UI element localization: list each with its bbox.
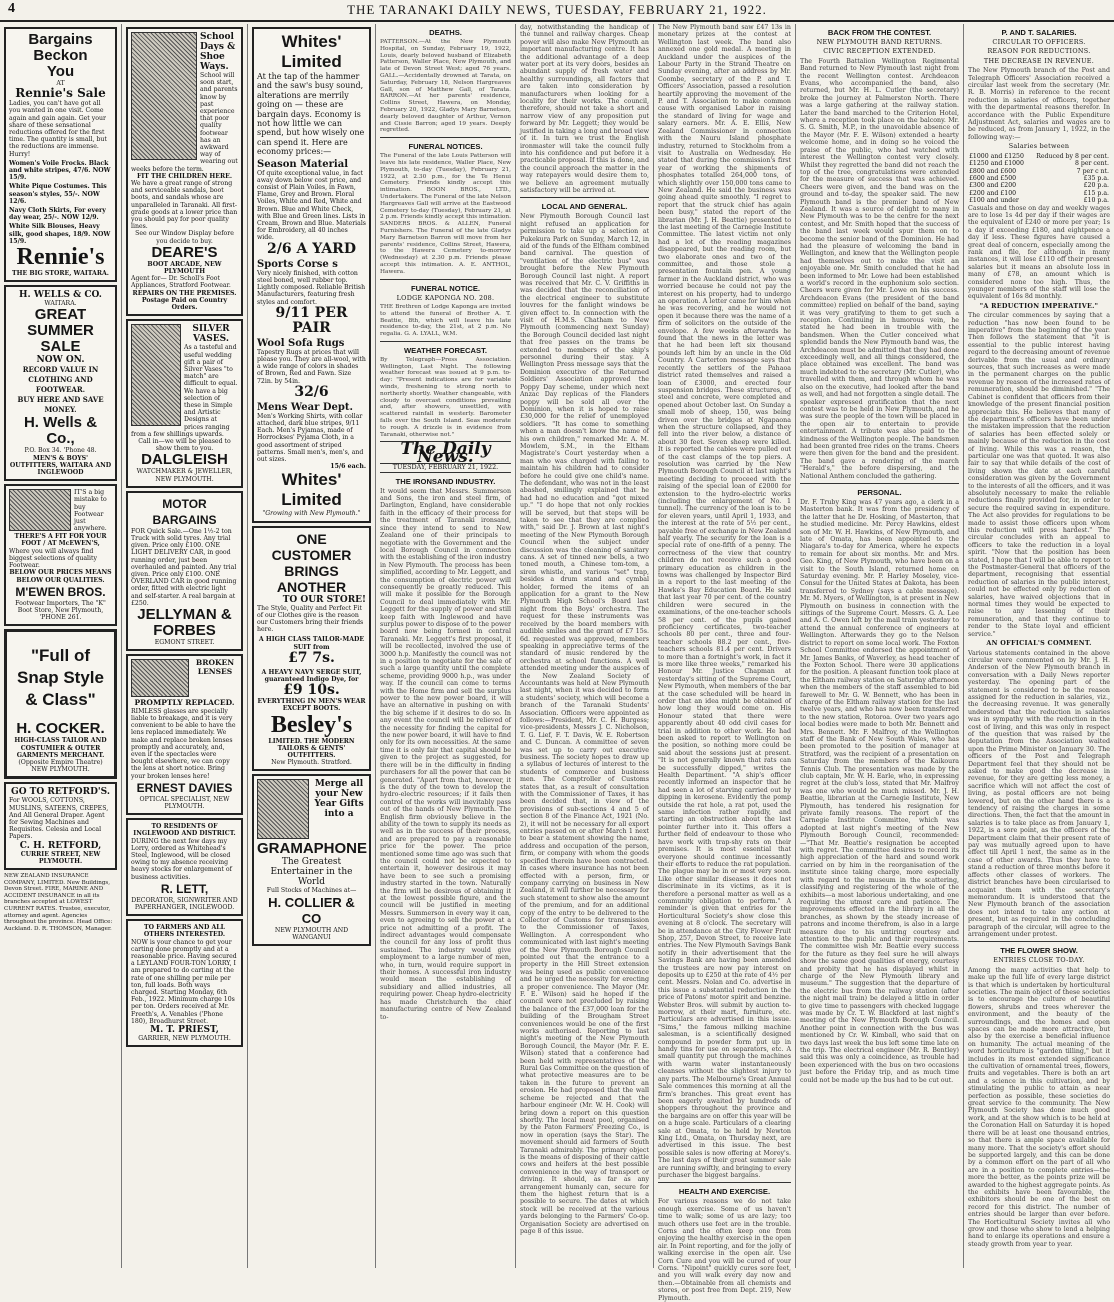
comment-text: Various statements contained in the above circular were commented on by Mr. J. H. Anderson of the New Plymouth branch in conversation with a Daily News reporter yesterday. The opening part of the statement is considered to be the reason assigned for the reduction in salaries, viz., the decreasing revenue. It was generally understood that the reduction in salaries was in sympathy with the reduction in the cost of living, and this was only in respect of the question that was raised by the deputation from the Association waited upon the Prime Minister on January 30. The officers of the Post and Telegraph Department feel that they should not be asked to make good the decrease in revenue, for they are getting less money, a sacrifice which will not affect the cost of living, as postal officers are not being lowered, but on the other hand there is a tendency of raising the charges in some directions. Then, the fact that the amount in salaries is to take place as from January 1, 1922, is a sore point, as the officers of the Department claim that their present rate of pay was mutually agreed upon to have effect till April 1 next, the same as in the case of other awards. Thus they have to stand a reduction of three months before it affects other classes of workers. The district branches have been circularised to acquaint them with the secretary's memorandum. It is understood that the New Plymouth branch of the association does not intend to take any action at present, but as required in the concluding paragraph of the circular, will agree to the arrangement under protest. (968, 649, 1110, 938)
divider (520, 197, 649, 198)
retford-items: For WOOLS, COTTONS, MUSLINS, SATEENS, CREPES, And All General Draper. Agent for Sewing Machines and Requisites. Celesia and Local Papers. (9, 797, 109, 841)
health-text: For various reasons we do not take enough exercise. Some of us haven't time to walk; some of us are lazy; too much others use feet are in the trouble. Corns and the often keep one from enjoying the healthy exercise in the open air. In Point reporting, and for the jolly of walking exercise in the open air. Use Corn Cure and you will be cured of your Corns. "Nipoint" quickly cures sore feet, and you will walk every day now and then.—Obtainable from all chemists and stores, or post free from Dept. 219, New Plymouth. (658, 1198, 791, 1302)
rennie-ad (4, 27, 117, 282)
collier-top: Merge all your New Year Gifts into a (314, 779, 364, 820)
davies-text: RIMLESS glasses are specially liable to breakage, and it is very convenient to be able to have the lens replaced immediately. We make and replace broken lenses promptly and accurately, and, even if the spectacles were bought elsewhere, we can copy the lens at short notice. Bring your broken lenses here! (131, 707, 236, 780)
imperative-text: The circular commences by saying that a reduction "has now been found to be imperative" from the beginning of the year. Then follows the statement that "it is essential to the public interest having regard to the decreasing amount of revenue derivable from the usual and ordinary sources, that such increases as were made in the permanent charges on the public revenue by reason of the increased rates of remuneration, should be diminished." "The Cabinet is confident that officers from their knowledge of the present financial position appreciate this. He believes that many of the department's officers have been under the mistaken impression that the reduction of salaries has been effected solely or mainly because of the reduction in the cost of living. While this was a reason, the particular one was that quoted. It was also fair to say that while details of the cost of living shown the date at each careful consideration was given by the Government to the interests of all the officers, and it was absolutely necessary to make the reliable reductions finally provided for, in order to secure the required saving in expenditure. The Act also provides for regulations to be made to assist those officers upon whom this reduction will press hardest." The circular concludes with an appeal to officers to take the reduction in a loyal spirit. "Now that the position has been stated, I hope that I will be able to report to the Postmaster-General that officers of the department, recognising that essential reduction of salaries in the public interest, could not be effected only by reduction of salaries, have waived objections that in normal times they would be expected to raise to any lessening of their remuneration, and that they continue to render to the State loyal and efficient service." (968, 312, 1110, 638)
mcewen-where: Where you will always find biggest selections of quality Footwear. (9, 547, 97, 570)
hwells-buy: BUY HERE AND SAVE MONEY. (17, 395, 104, 415)
personal-text: Dr. F. Truby King was 47 years ago, a clerk in a Masterton bank. It was from the presidency of the latter that he Dr. Hosking, of Masterton, that he studied medicine. Mr. Percy Hawkins, eldest son of Mr. W. H. Hawkins, of New Plymouth, and late of Omata, has been appointed to the Niagara's to-day for America, where he expects to remain for about six months. Mr. and Mrs. Geo. King, of New Plymouth, who have been on a visit to the South Island, returned home on Saturday evening. Mr. P. Harley Moseley, vice-Consul for the United States at Dakota, has been transferred to Sydney (says a cable message). Mr. M. Myers, of Wellington, is at present in New Plymouth on business in connection with the sittings of the Supreme Court. Messrs. G. A. Lee and A. C. Owen left by the mail train yesterday to attend the annual conference of engineers at Wellington. Afterwards they go to the Nelson district to report on some local work. The Foxton School Committee endorsed the appointment of Mr. James Banks, of Waverley, as head teacher of the Foxton School. There were 30 applications for the position. A pleasant function took place at the Eltham railway station on Saturday afternoon when the members of the staff assembled to bid farewell to Mr. G. W. Bennett, who has been in charge of the Eltham railway station for the last twelve years, and who has now been transferred to the new station, Rotoroa. Over two years ago local bodies were made to both Mr. Bennett and Mrs. Bennett. Mr. F. Malfroy, of the Wellington staff of the Bank of New South Wales, who has been promoted to the position of manager at Stratford, was the recipient of a presentation on Saturday from the members of the Kaikoura Tennis Club. The presentation was made by the club captain, Mr. W. H. Earle, who, in expressing regret at the club's loss, stated that Mr. Malfroy was one who would be much missed. Mr. J. H. Beattie, librarian at the Carnegie Institute, New Plymouth, has tendered his resignation for private family reasons. The report of the Carnegie Institute Committee, which was adopted at last night's meeting of the New Plymouth Borough Council, recommended:—"That Mr. Beattie's resignation be accepted with regret. The committee desires to record its high appreciation of the hard and sound work carried on by him in the reorganisation of the institute since taking charge, more especially with regard to the museum in the scattering, classifying and registering of the whole of the exhibits—a most laborious undertaking, and one requiring the utmost care and patience. The improvements effected in the library in all the branches, as shown by the steady increase of patrons and income therefrom, is also in a large measure due to his untiring courtesy and attention to the public and their requirements. The committee wish Mr. Beattie every success for the future as they feel sure he will always show the same good qualities of energy, courtesy and probity that he has displayed whilst in charge of the New Plymouth library and museum." The suggestion that the departure of the electric bus from the railway station (after the night mail train) be delayed a little in order to give time to passengers with checked luggage was made by Cr. T. W. Blackford at last night's meeting of the New Plymouth Borough Council. Another point in connection with the bus was mentioned by Cr. W. Kimball, who said that on two days last week the bus left some time late on the trip. The electrical engineer (Mr. R. Bentley) said this was only a coincidence, as trouble had been experienced with the bus on two occasions just before the Friday trip, and as much time could not be made up the bus had to be cut out. (800, 498, 959, 1084)
editorial-date: TUESDAY, FEBRUARY 21, 1922. (380, 463, 511, 472)
deaths-text: PATTERSON.—At the New Plymouth Hospital, on Sunday, February 19, 1922, Louis, dearly beloved husband of Elizabeth Patterson, Waller Place, New Plymouth, and late of Devon Street West; aged 76 years. GALL.—Accidentally drowned at Tarata, on Saturday, February 18, Nelson Hargreaves Gall, son of Matthew Gall, of Tarata. BARRON.—At her parents' residence, Collins Street, Hawera, on Monday, February 20, 1922, Gladys Mary Barnetson, dearly beloved daughter of Arthur, Vernon and Cissie Barron; aged 19 years. Deeply regretted. (380, 39, 511, 134)
dalgleish-call: Call in—we will be pleased to show them to you. (138, 437, 231, 453)
column-7 (796, 24, 964, 1268)
comment-heading: AN OFFICIAL'S COMMENT. (986, 639, 1092, 648)
mcewen-ad (4, 484, 117, 626)
collier-sub: The Greatest Entertainer in the World (270, 857, 353, 888)
deare-agent: Agent for— Dr. Scholl's Foot Appliances, Stratford Footwear. (131, 275, 231, 290)
hwells-sale: GREAT SUMMER SALE (27, 306, 94, 356)
pt-text-2: Casuals and those on day and weekly wages are to lose 1s 4d per day if their wages are the equivalent of £240 or more per year; 1s a day if exceeding £180, and eightpence a day if less. These figures have caused a great deal of concern, especially among the rank and file, for although in many instances, it will lose £110 off their present salaries but it means an absolute loss in many of £78, an amount which is considered none too high. Thus, the younger members of the staff will lose the equivalent of 16s 8d monthly. (968, 204, 1110, 301)
rate-band: £800 and £600 (969, 167, 1017, 175)
band-subheading-2: CIVIC RECEPTION EXTENDED. (823, 47, 936, 56)
column-6 (654, 24, 796, 1302)
collier-gramophone: GRAMAPHONE (257, 840, 368, 858)
hwells-town: WAITARA. (44, 300, 77, 308)
divider (380, 137, 511, 138)
flower-subheading: ENTRIES CLOSE TO-DAY. (993, 956, 1085, 965)
mcewen-text: IT'S a big mistake to buy Footwear just anywhere. (74, 489, 107, 533)
lett-name: R. LETT, (160, 881, 209, 896)
besley-to: TO OUR STORE! (282, 594, 366, 605)
whites-ad (252, 27, 371, 523)
divider (968, 941, 1110, 942)
dalgleish-ad (126, 319, 243, 487)
dalgleish-sub: WATCHMAKER & JEWELLER, NEW PLYMOUTH. (136, 468, 233, 483)
local-text: New Plymouth Borough Council last night refused an application for permission to take up a selection at Pukekura Park on Sunday, March 12, in aid of the funds of the Eltham combined band carnival. The question of "ventilation of the electric bus" was brought before the New Plymouth Borough Council last night. A report was received that Mr. C. V. Griffiths in was decided that the reconciliation of the electrical engineer to substitute louvres for the fanlight windows be given effect to. In connection with the visit of H.M.S. Chatham to New Plymouth (commencing next Sunday) the Borough Council decided last night that free passes on the trams be extended to members of the ship's personnel during their stay. A Wellington Press message says that the Dominion executive of the Returned Soldiers' Association approved the Poppy Day scheme, under which next Anzac Day replicas of the Flanders poppy will be sold all over the Dominion, when it is hoped to raise £30,000 for the relief of unemployed soldiers. "It has come to something when a man doesn't know the name of his own children," remarked Mr. A. M. Mowlem, S.M., in the Eltham Magistrate's Court yesterday when a man who was charged with failing to maintain his children had to consider before he could give one child's name. The defendant, who was not in the least abashed, smilingly explained that he had had no education and "got mixed up." "I do hope that not only rockies will be served, but that steps will be taken to see that they are complied with," said Dr. J. Brown at last night's meeting of the New Plymouth Borough Council when the subject under discussion was the cleaning of sanitary cans. A set of tinned new bells, a two toned mouth, a Chinese tom-tom, a siren whistle, and various "set" trap, besides a drum stand and cymbal holder, formed the items of an application for a grant to the New Plymouth High School's Board last night from the Boys' orchestra. The request for these instruments was received by the board members with audible smiles and the grant of £7 15s. 6d. requested was approved, members speaking in appreciative terms of the standard of music rendered by the orchestra at school functions. A well attended meeting under the auspices of the New Zealand Society of Accountants was held at New Plymouth last night, when it was decided to form a students' society, which will become a branch of the Taranaki Students' Association. Officers were appointed as follows:—President, Mr. C. H. Burgess; vice-presidents, Messrs J. C. Nicholson, T. G. Lief, F. T. Davis, W. E. Robertson and C. Duncan. A committee of seven was set up to carry out executive business. The society hopes to draw up a syllabus of lectures of interest to the students of commerce and business men. The Comptroller of Customs states that, as a result of consultation with the Commissioner of Taxes, it has been decided that, in view of the provisions of sub-sections 4 and 5 of section 8 of the Finance Act, 1921 (No. 2), it will not be necessary for all export entries passed on or after March 1 next to bear a statement showing the name, address and occupation of the person, firm, or company with whom the goods specified therein have been contracted. In cases where insurance has not been effected with a person, firm, or company carrying on business in New Zealand, it will further be necessary for such statement to show also the amount of the premium, and for an additional copy of the entry to be delivered to the Collector of Customs for transmission to the Commissioner of Taxes, Wellington. A correspondent who communicated with last night's meeting of the New Plymouth Borough Council pointed out that the entrance to a property in the Hill Street extension was being used as public convenience and he urged the necessity for erecting a proper convenience. The Mayor (Mr. F. E. Wilson) said he hoped if the council were not precluded by raising the balance of the £37,000 loan for the building of the Brougham Street conveniences would be one of the first works authorised. Reporting to last night's meeting of the New Plymouth Borough Council, the Mayor (Mr. F. E. Wilson) stated that a conference had been held with representatives of the Rural Gas Committee on the question of what protective measures are to be taken in the future to prevent an erosion. He had proposed that the wall scheme be rejected and that the harbour engineer (Mr. W. H. Cook) will bring down a report on this question shortly. The local meat pool, organised by the Paton Farmers' Freezing Co., is now in operation (says the Star). The movement should aid farmers of South Taranaki admirably. The primary object is the means of disposing of their cattle cows and heifers at the best possible convenience in the way of transport or driving. It should, as far as any arrangement humanly can, secure for them the highest return that is a possible to secure. The dates at which stock will be received at the various yards belonging to the Farmers' Co-op. Organisation Society are advertised on page 8 of this issue. (520, 213, 649, 1235)
priest-ad (126, 919, 243, 1047)
mcewen-name: M'EWEN BROS. (15, 584, 106, 599)
masthead (0, 0, 1114, 22)
besley-text: The Style, Quality and Perfect Fit of our Clothes give is the reason our Customers bring their friends here. (257, 604, 364, 634)
besley-tailor-price: £7 7s. (288, 649, 335, 666)
mcewen-sub: Footwear Importers, The "K" Boot Store, New Plymouth, 'PHONE 261. (15, 599, 106, 622)
whites-intro: At the tap of the hammer and the saw's busy sound, alterations are merrily going on — these are bargain days. Economy is not how little we can spend, but how wisely one can spend it. Here are economy prices:— (257, 72, 365, 157)
deare-name: DEARE'S (151, 243, 218, 261)
motor-ad (126, 491, 243, 651)
davies-headline: BROKEN LENSES PROMPTLY REPLACED. (134, 658, 235, 708)
funeral-text: The Funeral of the late Louis Patterson will leave his late residence, Waller Place, New Plymouth, to-day (Tuesday), February 21, 1922, at 2.30 p.m., for the Te Henui Cemetery. Friends kindly accept this intimation. BOON BROS., LTD., Undertakers. The Funeral of the late Nelson Hargreaves Gall will arrive at the Eastwood Cemetery to-day (Tuesday), February 21, at 2 p.m. Friends kindly accept this intimation. SANDERS BROS. & ALLEN, Funeral Furnishers. The Funeral of the late Gladys Mary Barnetson Barron will move from her parents' residence, Collins Street, Hawera, to the Hawera Cemetery to-morrow (Wednesday) at 2.30 p.m. Friends please accept this intimation. A. E. ANTHOL, Hawera. (380, 153, 511, 275)
rennie-store: THE BIG STORE, WAITARA. (12, 270, 109, 278)
priest-name: M. T. PRIEST, (150, 1025, 219, 1035)
hwells-now: NOW ON. (36, 355, 85, 366)
insurance-notice: NEW ZEALAND INSURANCE COMPANY, LIMITED. New Buildings, Devon Street. FIRE, MARINE AND ACCIDENT INSURANCE in all its branches accepted at LOWEST CURRENT RATES. Trustee, executor, attorney and agent. Agencies throughout the province. Head Office: Auckland. D. R. THOMSON, Manager. (4, 872, 113, 932)
deare-text: School will soon start, and parents know by past experience that poor quality footwear has an awkward way of wearing out weeks before the term. (131, 72, 238, 173)
rugs-price: 32/6 (294, 383, 329, 400)
rate-row (968, 175, 1110, 182)
salary-rates-table (968, 153, 1110, 205)
pt-subheading-3: THE DECREASE IN REVENUE. (983, 56, 1095, 65)
hwells-top: H. WELLS & CO. (19, 290, 102, 301)
deaths-heading: DEATHS. (429, 28, 462, 37)
column-1 (0, 24, 122, 1268)
pt-heading: P. AND T. SALARIES. (1001, 28, 1077, 37)
mcewen-fit: THERE'S A FIT FOR YOUR FOOT / AT McEWEN'S, (14, 533, 107, 548)
cocker-sub: HIGH-CLASS TAILOR AND COSTUMIER & OUTER GARMENTS MERCHANT. (14, 737, 107, 759)
ironsand-text: It would seem that Messrs. Summerson and Sons, the iron and steel firm, of Darlington, England, have considerable faith in the efficacy of their process for the treatment of Taranaki ironsand, since they intend to send to New Zealand one of their principals to negotiate with the Government and the local Borough Council in connection with the establishing of the iron industry in New Plymouth. The process has been simplified, according to Mr. Leggett, and the consumption of electric power will consequently be greatly reduced. This will make it possible for the Borough Council to deal immediately with Mr. Leggett for the supply of power and still keep faith with Inglewood and have surplus power to dispose of to the power board now being formed in central Taranaki. Mr. Leggett's first proposal, it will be recollected, involved the use of 3000 h.p. Manifestly the council was not in a position to negotiate for the sale of such a large quantity until the complete scheme, providing 9000 h.p., was under way. If the council can come to terms with the Home firm and sell the surplus power to the new power board, it will have an alternative in pushing on with the big scheme if it desires to do so. In any event the council will be relieved of the necessity for finding the capital for the new power board, it will have to find only for its own necessities. At the same time it is only fair that capital should be given to the project as suggested, for there will be in the difficulty in finding purchasers for all the power that can be generated. "Apart from that, however, it is the duty of the town to develop the hydro-electric resources; if it fails then control of the works will inevitably pass out of the hands of New Plymouth. The English firm obviously believe in the ability of the town to supply its needs as well as in the success of their process, and are prepared to pay a reasonable price for the power. The price mentioned some time ago was such that the council could not be expected to entertain it, however desirous it may have been to see such a promising industry started in the town. Naturally the firm will be desirous of obtaining it at the lowest possible figure, and the council will be justified in meeting Messrs. Summerson in every way it can, even to agreeing to sell the power at a price not admitting of a profit. The indirect advantages would compensate the council for any loss of profit thus sustained. The industry would give employment to a large number of men, who, in turn, would require support in their homes. A successful iron industry would mean the establishing of subsidiary and allied industries, all requiring power. Cheap hydro-electricity has made Christchurch the chief manufacturing centre of New Zealand to- (380, 487, 511, 1021)
rate-band: £1000 and £1250 (969, 152, 1024, 160)
retford-ad (4, 782, 117, 870)
band-text: The Fourth Battalion Wellington Regimental Band returned to New Plymouth last night from the recent Wellington contest. Archdeacon Evans, who accompanied the band, also returned, but Mr. H. L. Cutler (the secretary) broke the journey at Palmerston North. There was a large gathering at the railway station. Later the band marched to the Criterion Hotel, where a reception took place on the balcony. Mr. S. G. Smith, M.P., in the unavoidable absence of the Mayor (Mr. F. E. Wilson) extended a hearty welcome home, and in doing so he voiced the praise of the public, who had watched with interest the Wellington contest very closely. Whilst they regretted the band did not reach the top of the tree, congratulations were extended for the measure of success that was achieved. Cheers were given, and the band was on the ground and to-day, the speaker said. The new Plymouth band is the premier band of New Zealand. It was a source of delight to many in New Plymouth was to be the centre for the next contest, and Mr. Smith hoped that the success of the band last week would spur them on to become the senior band of the Dominion. He had had the pleasure of welcoming the band in Wellington, and knew that the Wellington people had themselves out to make the visit an enjoyable one. Mr. Smith concluded that he had been informed to Mr. Lowe had been established a world's record in the euphonium solo section. Cheers were given for Mr. Lowe on his success. Archdeacon Evans (the president of the band committee) replied on behalf of the band, saying it was very gratifying to them to get such a reception. Continuing in humorous vein, he stated he had been in trouble with the bandsmen. When the Cutler conceived what splendid bands the New Plymouth band was, the Archdeacon must be admitted that they had done exceedingly well, and all things considered, the place obtained was excellent. The band was much indebted to the secretary (Mr. Cutler), who travelled with them, and through whom he was also on the executive, had looked after the band as well, and had not forgotten a single detail. The speaker expressed gratification that the next contest was to be held in New Plymouth, and he was sure the people of the town will be placed in the open air to entertain to provide entertainment. A tribute was also paid to the kindness of the Wellington people. The bandsmen had been granted free rides on the trams. Cheers were then given for the band and the president. The band gave a rendering of the march "Herald's," the before dispersing, and the National Anthem concluded the gathering. (800, 57, 959, 480)
rate-reduction: Reduced by 8 per cent. (1036, 152, 1109, 160)
band-heading: BACK FROM THE CONTEST. (827, 28, 932, 37)
pt-subheading: CIRCULAR TO OFFICERS. (992, 38, 1086, 46)
rennie-item: Navy Cloth Skirts, For every day wear, 25/-. NOW 12/9. (9, 207, 106, 222)
cocker-slogan: "Full of Snap Style & Class" (17, 646, 104, 710)
vase-illustration (131, 324, 181, 426)
besley-headline: ONE CUSTOMER BRINGS ANOTHER (271, 530, 352, 595)
band-subheading: NEW PLYMOUTH BAND RETURNS. (816, 38, 943, 46)
rennie-sale: Rennie's Sale (15, 86, 106, 101)
ironsand-heading: THE IRONSAND INDUSTRY. (395, 476, 496, 486)
menswear-text: Men's Working Shirts, with collar attached, dark blue stripes, 9/11 Each. Men's Pyjamas, made of Horrockses' Pyjama Cloth, in a good assortment of striped patterns. Small men's, men's, and out sizes. (257, 412, 364, 463)
weather-text: By Telegraph—Press Association. Wellington, Last Night. The following weather forecast was issued at 9 p.m. to-day: "Present indications are for variable winds, freshening to strong north to northerly shortly. Weather changeable, with cloudy to overcast conditions prevailing and, after showers, unsettled, with scattered rainfall in westerly. Barometer falls over the South Island. Seas moderate to rough. A drizzle is in evidence from Taranaki, otherwise not." (380, 356, 511, 438)
weather-heading: WEATHER FORECAST. (404, 345, 487, 355)
rennie-item: Women's Voile Frocks. Black and white stripes, 47/6. NOW 15/9. (9, 159, 111, 182)
davies-sub: OPTICAL SPECIALIST, NEW PLYMOUTH. (139, 795, 230, 810)
besley-sub: LIMITED. THE MODERN TAILORS & GENTS' OUTFITTERS. (268, 737, 355, 759)
whites-headline: Whites' Limited (281, 32, 342, 71)
rennie-intro: Ladies, you can't have got all you wanted in one visit. Come again and gain again. Get your share of these sensational reductions offered for the first time. The quantity is small, but the reductions are immense. Hurry! (9, 100, 107, 158)
motor-headline: MOTOR BARGAINS (152, 496, 217, 527)
rugs-heading: Wool Sofa Rugs (257, 337, 345, 349)
priest-sub: GARRIER, NEW PLYMOUTH. (138, 1035, 231, 1042)
rate-reduction: £15 p.a. (1083, 189, 1109, 197)
divider (658, 1182, 791, 1183)
menswear-heading: Mens Wear Dept. (257, 401, 353, 413)
besley-everything: EVERYTHING IN MEN'S WEAR EXCEPT BOOTS. (257, 698, 366, 713)
motor-addr: EGMONT STREET. (154, 638, 215, 646)
divider (380, 341, 511, 342)
pt-text: The New Plymouth branch of the Post and Telegraph Officers' Association received a circular last week from the secretary (Mr. R. B. Morris) in reference to the recent reduction in salaries of officers, together with the departmental reasons therefor. In accordance with the Public Expenditure Adjustment Act, salaries and wages are to be reduced, as from January 1, 1922, in the following way:— (968, 67, 1110, 141)
rate-band: £200 and £100 (969, 189, 1017, 197)
retford-headline: GO TO RETFORD'S. (11, 787, 110, 798)
flower-heading: THE FLOWER SHOW. (1000, 946, 1078, 956)
rennie-logo: Rennie's (16, 244, 105, 271)
besley-town: New Plymouth. Stratford. (271, 759, 352, 767)
lodge-heading: FUNERAL NOTICE. (410, 283, 481, 293)
deare-body: We have a great range of strong and serviceable sandals, boot boots, and sandals whose are unparalleled in Taranaki. All first-grade goods at a lower price than you should pay for poor quality lines. (131, 180, 238, 231)
flower-text: Among the many activities that help to make up the full life of every large district is that which is undertaken by horticultural societies. The main object of these societies is to encourage the culture of beautiful flowers, shrubs and trees wherever the environment, and the beauty of the surroundings, and the homes and open spaces can be made more attractive, but also by the exercise a beneficial influence on humanity. The actual meaning of the word horticulture is "garden tilling," but it includes in its most extended significance the cultivation of ornamental trees, flowers, fruits and vegetables. There is both an art and a science in this cultivation, and by stimulating the public to attain as near perfection as possible, these societies do great service to the community. The New Plymouth Society has done much good work, and at the show which is to be held at the Coronation Hall on Saturday it is hoped there will be at least one thousand entries, so that there is ample space available for many more. That the society's effort should be supported largely, and this can be done by a common effort on the part of all who are in a position to complete entries—the more the better, as the points prize will be awarded to the highest aggregate points. As the exhibits have been favourable, the exhibitors should be one of the best on record for this district. The number of entries should be larger than ever before. The Horticultural Society invites all who grow and those who show to lend a helping hand to enlarge its operations and ensure a steady growth from year to year. (968, 966, 1111, 1248)
rennie-item: White Silk Blouses, Heavy silk, good shapes, 18/9. NOW 15/9. (9, 223, 111, 245)
davies-ad (126, 654, 243, 815)
boot-illustration (9, 489, 71, 531)
column-5 (516, 24, 654, 1268)
rate-reduction: £35 p.a. (1083, 174, 1109, 182)
column-3 (248, 24, 376, 1268)
divider (380, 279, 511, 280)
deare-see: See our Window Display before you decide to buy. (135, 230, 234, 245)
besley-serge: A HEAVY NAVY SERGE SUIT, guaranteed Indigo Dye, for (261, 668, 362, 683)
local-heading: LOCAL AND GENERAL. (541, 202, 628, 212)
mcewen-below: BELOW OUR PRICES MEANS BELOW OUR QUALITIES. (9, 569, 112, 584)
shoe-illustration (131, 32, 197, 160)
cocker-addr: (Opposite Empire Theatre) NEW PLYMOUTH. (18, 758, 103, 774)
page-number: 4 (8, 1, 16, 16)
rennie-headline-2: You (46, 63, 75, 80)
rennie-at: AT (56, 80, 65, 87)
lett-headline: TO RESIDENTS OF INGLEWOOD AND DISTRICT. (133, 823, 236, 838)
rate-reduction: 8 per cent. (1074, 160, 1109, 168)
lett-ad (126, 818, 243, 916)
gramophone-illustration (257, 779, 309, 839)
rate-row (968, 168, 1110, 175)
whites-tagline: "Growing with New Plymouth." (262, 510, 361, 518)
health-heading: HEALTH AND EXERCISE. (678, 1187, 771, 1197)
deare-fit: FIT THE CHILDREN HERE. (137, 172, 232, 180)
priest-text: NOW is your chance to get your carting done promptly and at a reasonable price. Having secured a LEYLAND FOUR-TON LORRY, I am prepared to do carting at the rate of one shilling per mile per ton, full loads. Both ways charged. Starting Monday, 6th Feb., 1922. Minimum charge 10s per ton. Orders received at Mr. Freeth's, A. Venables ('Phone 180), Broadhurst Street. (131, 938, 237, 1025)
cocker-ad (4, 629, 117, 779)
paper-nameplate: The Daily News. (400, 439, 491, 467)
season-price: 2/6 A YARD (267, 240, 356, 257)
rate-band: £100 and under (969, 197, 1019, 205)
deare-repairs: REPAIRS ON THE PREMISES. Postage Paid on Country Orders. (132, 289, 237, 312)
imperative-heading: "A REDUCTION IMPERATIVE." (979, 301, 1099, 310)
corsets-text: Very nicely finished, with cotton steel boned, well rubber top. Lightly composed. Reliable British Manufacturers, featuring fresh styles and comfort. (257, 269, 366, 306)
season-text: Of quite exceptional value, in fact away down below cost price, and consist of Plain Voiles, in Fawn, Flame, Grey and Brown. Floral Voiles, White and Red, White and Brown. Blue and White Check, with Blue and Green lines. Lists in Cream, Brown and Blue. Materials for Embroidery, all 40 inches wide. (257, 169, 366, 242)
priest-headline: TO FARMERS AND ALL OTHERS INTERESTED. (143, 924, 226, 939)
rate-reduction: £10 p.a. (1083, 197, 1109, 205)
season-heading: Season Material (257, 158, 348, 170)
hwells-dept: MEN'S & BOYS' OUTFITTERS, WAITARA AND INGLEWOOD (9, 454, 112, 477)
hwells-ad (4, 285, 117, 481)
besley-tailor: A HIGH CLASS TAILOR-MADE SUIT from (258, 636, 365, 651)
local-continued: The New Plymouth band saw £47 13s in monetary prizes at the contest at Wellington last week. The band also annexed one gold medal. A meeting in Auckland under the auspices of the Labour Party in the Strand Theatre on Sunday evening, after an address by Mr. Coombe, secretary of the P. and T. Officers' Association, passed a resolution heartily approving the movement of the P. and T. Association to make common cause with organised Labor in raising the standard of living for wage and salary earners. Mr. A. E. Ellis, New Zealand Commissioner in connection with the Nauru Island phosphate industry, returned to Stockholm from a visit to Australia on Wednesday. He stated that during the commission's first year of working the shipments of phosphates totalled 264,000 tons, of which slightly over 150,000 tons came to New Zealand. He said the business was going ahead quite smoothly. "I regret to report that the struck chief has again been busy," stated the report of the librarian (Mr. J. H. Beattie) presented to the last meeting of the Carnegie Institute Committee. The latest victim not only had a lot of the reading magazines disappeared, but the reading room, but two elaborate ones and two of the committee, and those stole a presentation fountain pen. A young farmer in the Auckland district, who was worried because he could not pay the interest on his property, had to undergo an operation. A letter came for him when he was recovering, and he would not open it because there was the name of a firm of solicitors on the outside of the envelope. A few weeks afterwards he found that the news in the letter was that he had been left six thousand pounds left him by an uncle in the Old Country. A Carterton message says that recently the settlers of the Pahaoa district rated themselves and raised a loan of £3000, and erected four suspension bridges. These structures, of steel and concrete, were completed and opened about October last. On Sunday a small mob of sheep, 150, was being driven over the bridges at Ngapaona when the structure collapsed, and they fell into the river below, a distance of about 30 feet. Seven sheep were killed. It is reported the cables were pulled out of the cast clamps of the top piers. A resolution was carried by the New Plymouth Borough Council at last night's meeting deciding to proceed with the raising of the special loan of £2000 for extension to the hydro-electric works (including the enlargement of No. 1 tunnel). The currency of the loan is to be for eleven years, until April 1, 1933, and the interest at the rate of 5½ per cent., payable free of exchange in New Zealand half yearly. The security for the loan is a special rate of one-fifth of a penny. The correctness of the view that country children do not receive such a good primary education as children in the towns was challenged by Inspector Bird in a report to the last meeting of the Hawke's Bay Education Board. He said that last year 70 per cent. of the country children were secured in the examinations, of the one-teacher schools 58 per cent. of the pupils gained proficiency certificates, two-teacher schools 80 per cent., three and four-teacher schools 88.2 per cent., five-teachers schools 81.4 per cent. Drivers to more than a fortnight's work, in fact it is more like three weeks," remarked his Honour Mr. Justice Chapman at yesterday's sitting of the Supreme Court, New Plymouth, when members of the bar at the case scheduled will be heard in order that an idea might be obtained of how long they would come on. His Honour stated that there were apparently about 40 odd civil cases for trial in addition to other work. He had been asked to report to Wellington on the position, so nothing more could be said about the sessions just at present. "It is not generally known that rats can be successfully dipped," writes the Health Department. "A ship's officer recently informed an inspector that he had seen a lot of starving carried out by dipping in kerosene. Evidently the pomp outside the rat hole, a rat pot, used the same infection rather rapidly, and starting an obstruction about the last pointer further into it. This offers a further field of endeavour to those who have work with trap-shy rats on their premises. It is most essential that everyone should continue incessantly their efforts to reduce the rat population. The plague may be in or most very soon. Like other similar diseases it does not discriminate in its victims, as it is therefore a personal matter as well as a community obligation to perform." A reminder is given that entries for the Horticultural Society's show close this evening at 8 o'clock. The secretary will be in attendance at the City Flower Fruit Shop, 257, Devon Street, to receive late entries. The New Plymouth Savings Bank notify in their advertisement that the Savings Bank are having been amended the trustees are now pay interest on deposits up to £250 at the rate of 4½ per cent. Messrs. Nolan and Co. advertise in this issue a substantial reduction in the price of Patons' motor spirit and benzine. Webster Bros. will submit by auction to-morrow, at their mart, furniture, etc. Particulars are advertised in this issue. "Sims," the famous milking machine salesman, is a scientifically designed compound in powder form put up in handy tins for use on separators, etc. A small quantity put through the machines with warm water instantaneously cleanses without the slightest injury to any parts. The Melbourne's Great Annual Sale commences this morning at all the firm's branches. This great event has been eagerly awaited by hundreds of shoppers throughout the province and the bargains are on offer this year will be on a huge scale. Particulars of a clearing sale at Omata, to be held by Newton King Ltd., Omata, on Thursday next, are advertised in this issue. The best possible sales is now offering at Morey's. The last days of their great summer sale are running swiftly, and bringing to every purchaser the biggest bargains. (658, 24, 791, 1179)
besley-serge-price: £9 10s. (283, 682, 340, 699)
motor-items: FOR Quick Sale.—One 1½-2 ton Truck with solid tyres. Any trial given. Price only £100. ONE LIGHT DELIVERY CAR, in good running order, just been overhauled and painted. Any trial given. Price only £100. ONE OVERLAND CAR in good running order, fitted with electric light and self-starter. A real bargain at £250. (131, 527, 237, 607)
hwells-name: H. Wells & Co., (23, 414, 98, 448)
rate-row (968, 190, 1110, 197)
cocker-name: H. COCKER. (16, 720, 105, 738)
column-4 (376, 24, 516, 1268)
spectacles-illustration (131, 659, 189, 697)
besley-name: Besley's (270, 711, 353, 738)
corsets-heading: Sports Corse s (257, 258, 338, 270)
whites-logo: Whites' Limited (281, 470, 342, 510)
collier-full: Full Stocks of Machines at— (266, 887, 357, 895)
rate-row (968, 197, 1110, 204)
column-2 (122, 24, 248, 1268)
dalgleish-text: As a tasteful and useful wedding gift a pair of Silver Vases "to match" are difficult to equal. We have a big selection of these in Simple and Artistic Designs at prices ranging from a few shillings upwards. (131, 344, 238, 438)
rate-band: £1250 and £1000 (969, 160, 1024, 168)
collier-dealer: H. COLLIER & CO (268, 894, 355, 926)
rate-reduction: £20 p.a. (1083, 182, 1109, 190)
besley-ad (252, 526, 371, 772)
personal-heading: PERSONAL. (857, 487, 902, 497)
lett-sub: DECORATOR, SIGNWRITER AND PAPERHANGER, INGLEWOOD. (131, 896, 238, 911)
pt-subheading-2: REASON FOR REDUCTIONS. (987, 47, 1091, 56)
deare-ad (126, 27, 243, 316)
lodge-subheading: LODGE KAPONGA NO. 208. (396, 293, 495, 302)
rate-row (968, 182, 1110, 189)
retford-addr: CURRIE STREET, NEW PLYMOUTH. (20, 850, 101, 865)
retford-name: C. H. RETFORD, (19, 840, 102, 851)
motor-name: JELLYMAN & FORBES (137, 605, 232, 639)
collier-ad (252, 774, 371, 946)
hwells-box: P.O. Box 34. 'Phone 48. (24, 447, 97, 455)
deare-headline: School Days & Shoe Ways. (200, 32, 236, 72)
rate-reduction: 7 per c nt. (1076, 167, 1109, 175)
davies-name: ERNEST DAVIES (136, 780, 233, 795)
deare-sub: BOOT ARCADE, NEW PLYMOUTH (147, 260, 222, 276)
funeral-heading: FUNERAL NOTICES. (408, 142, 483, 152)
rennie-item: White Pique Costumes. This season's styles, 55/-. NOW 12/6. (9, 183, 107, 205)
divider (800, 483, 959, 484)
lodge-text: THE Brethren of Lodge Kaponga are invited to attend the funeral of Brother A. T. Beattie, 8th, which will leave his late residence to-day, the 21st, at 2 p.m. No regalia. G. A. LYALL, W.M. (380, 303, 511, 338)
corsets-price: 9/11 PER PAIR (275, 304, 348, 336)
rate-band: £600 and £500 (969, 174, 1017, 182)
rugs-text: Tapestry Rugs at prices that will please you. They are all-wool, with a wide range of colors in shades of Brown, Red and Fawn. Size 72in. by 54in. (257, 348, 366, 385)
hwells-record: RECORD VALUE IN CLOTHING AND FOOTWEAR. (22, 365, 99, 395)
column-8 (964, 24, 1114, 1268)
dalgleish-name: DALGLEISH (141, 451, 228, 469)
rates-heading: Salaries between (1008, 142, 1070, 151)
rate-row (968, 153, 1110, 160)
ironsand-continued: day, notwithstanding the handicap of the tunnel and railway charges. Cheap power will also make New Plymouth an important manufacturing centre. It has the additional advantage of a deep water port at its very doors, besides an abundant supply of fresh water and healthy surroundings, all factors that are taken into consideration by manufacturers when looking for a locality for their works. The council, therefore, should not take a short and narrow view of any proposition put forward by Mr. Leggett; they would be justified in taking a long and broad view of it. In turn we trust the English ironmaster will take the council fully into his confidence and put before it a practicable proposal. If this is done, and the council approach the matter in the way ratepayers would desire them to, we believe an agreement mutually satisfactory will be arrived at. (520, 24, 649, 194)
menswear-price: 15/6 each. (330, 463, 366, 471)
rate-row (968, 160, 1110, 167)
collier-addr: NEW PLYMOUTH AND WANGANUI (274, 926, 349, 941)
rennie-headline: Bargains Beckon (28, 31, 93, 64)
dalgleish-headline: SILVER VASES. (192, 324, 230, 345)
lett-text: DURING the next few days my Lorry, ordered as Whitehead's Steel, Inglewood, will be closed owing to my absence receiving heavy stocks for enlargement of business activities. (131, 837, 232, 881)
masthead-title: THE TARANAKI DAILY NEWS, TUESDAY, FEBRUARY 21, 1922. (347, 2, 767, 17)
rate-band: £300 and £200 (969, 182, 1017, 190)
